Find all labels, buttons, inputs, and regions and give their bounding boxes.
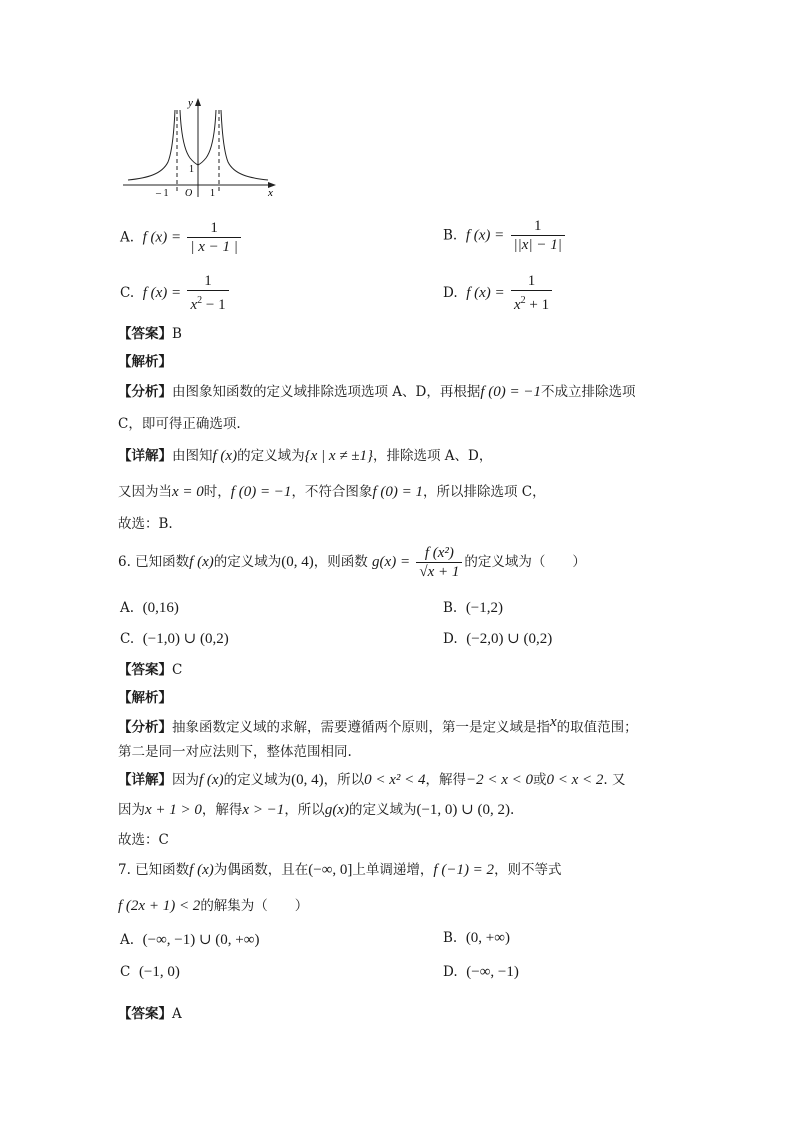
denominator: $x^2 - 1$ (187, 290, 228, 314)
origin-label: O (185, 188, 193, 199)
q5-option-a[interactable] (120, 220, 243, 256)
q5-xiangjie-line2: 又因为当x = 0时，f (0) = −1，不符合图象f (0) = 1，所以排除选项 C， (118, 484, 546, 500)
q5-guxuan: 故选：B. (118, 516, 173, 532)
q7-option-d[interactable]: D. (−∞, −1) (443, 964, 519, 980)
tick-label-x-one: 1 (210, 188, 215, 199)
option-letter: D. (443, 285, 458, 301)
numerator: 1 (527, 273, 536, 289)
x-label: x (268, 187, 273, 199)
option-fraction (511, 273, 552, 314)
q5-xiangjie-line1: 【详解】由图知f (x)的定义域为{x | x ≠ ±1}，排除选项 A、D， (118, 448, 493, 464)
option-fraction (187, 220, 241, 256)
q5-fenxi-line2: C，即可得正确选项. (118, 416, 241, 432)
q6-option-c[interactable]: C. (−1,0) ∪ (0,2) (120, 631, 229, 647)
option-letter: A. (120, 229, 135, 246)
q6-jiexi: 【解析】 (118, 690, 172, 706)
q6-fenxi-line2: 第二是同一对应法则下，整体范围相同. (118, 744, 352, 760)
q5-option-d[interactable] (443, 273, 554, 314)
curve-right-outer (221, 110, 268, 180)
q5-fenxi-line1: 【分析】由图象知函数的定义域排除选项选项 A、D，再根据f (0) = −1不成立排除选项 (118, 384, 636, 400)
q6-option-b[interactable]: B. (−1,2) (443, 600, 504, 616)
option-letter: B. (443, 227, 458, 244)
option-lhs: f (x) = (142, 285, 182, 301)
option-letter: C. (120, 285, 135, 301)
numerator: 1 (204, 273, 212, 289)
denominator: ||x| − 1| (511, 235, 565, 254)
q6-xiangjie-line2: 因为x + 1 > 0，解得x > −1，所以g(x)的定义域为(−1, 0) ∪ (0, 2). (118, 802, 515, 818)
option-lhs: f (x) = (465, 227, 505, 244)
y-label: y (188, 97, 193, 109)
q6-answer: 【答案】C (118, 662, 183, 678)
curve-left-outer (128, 110, 175, 180)
numerator: 1 (533, 218, 542, 234)
option-lhs: f (x) = (466, 285, 505, 301)
tick-label-neg-one: – 1 (156, 188, 169, 199)
q6-option-d[interactable]: D. (−2,0) ∪ (0,2) (443, 631, 553, 647)
q5-option-c[interactable] (120, 273, 231, 314)
numerator: 1 (210, 220, 218, 236)
denominator: $x^2 + 1$ (511, 290, 552, 314)
option-fraction (187, 273, 228, 314)
q7-answer: 【答案】A (118, 1006, 182, 1022)
option-fraction (511, 218, 565, 254)
q6-stem-fraction: $\frac{\text{f (x²)}}{√x + 1}$ (416, 545, 462, 581)
q6-option-a[interactable]: A. (0,16) (120, 600, 179, 616)
q7-option-c[interactable]: C (−1, 0) (120, 964, 180, 980)
denominator: | x − 1 | (187, 237, 241, 256)
q5-option-b[interactable] (443, 218, 567, 254)
tick-label-y-one: 1 (189, 164, 194, 175)
q7-option-a[interactable]: A. (−∞, −1) ∪ (0, +∞) (120, 932, 260, 948)
q6-xiangjie-line1: 【详解】因为f (x)的定义域为(0, 4)，所以0 < x² < 4，解得−2 < x < 0或0 < x < 2. 又 (118, 772, 626, 788)
q7-stem-line1: 7. 已知函数f (x)为偶函数，且在(−∞, 0]上单调递增，f (−1) = 2，则不等式 (118, 862, 562, 878)
y-axis-arrow (195, 98, 201, 106)
q6-guxuan: 故选：C (118, 832, 169, 848)
function-graph (118, 92, 288, 202)
q5-jiexi: 【解析】 (118, 354, 172, 370)
option-lhs: f (x) = (142, 229, 182, 246)
q7-option-b[interactable]: B. (0, +∞) (443, 930, 510, 946)
q7-stem-line2: f (2x + 1) < 2的解集为（ ） (118, 898, 309, 914)
q6-stem: 6. 已知函数f (x)的定义域为(0, 4)，则函数 g(x) = $\frac{\text{f (x²)}}{√x + 1}$ 的定义域为（ ） (118, 544, 586, 580)
q6-fenxi-line1: 【分析】抽象函数定义域的求解，需要遵循两个原则，第一是定义域是指$^x$的取值范围； (118, 714, 638, 736)
q5-answer: 【答案】B (118, 326, 182, 342)
